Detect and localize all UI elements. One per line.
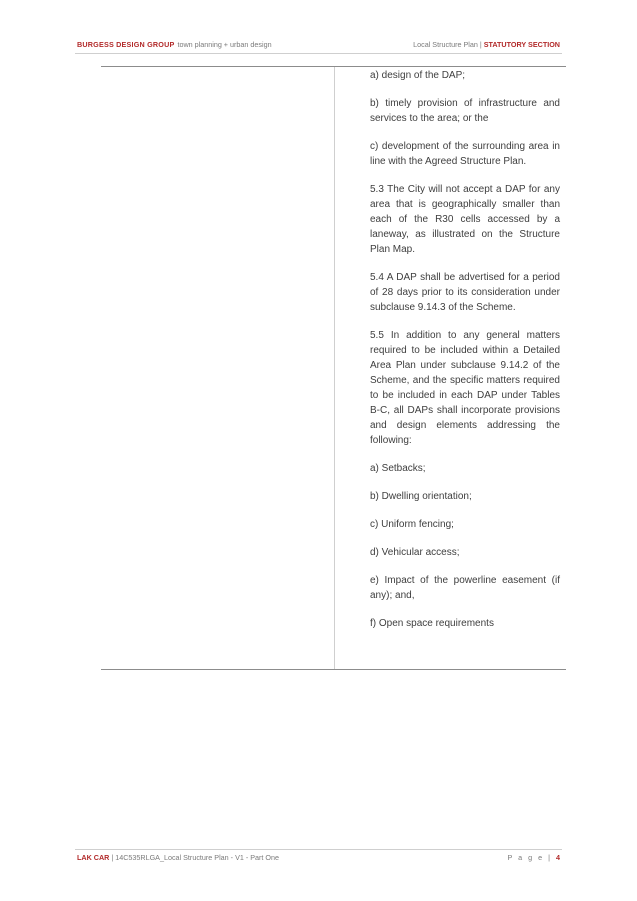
page-footer bbox=[77, 851, 560, 865]
document-title: Local Structure Plan | bbox=[413, 40, 482, 49]
header-divider bbox=[75, 53, 562, 54]
table-bottom-border bbox=[101, 669, 566, 670]
section-title: STATUTORY SECTION bbox=[483, 40, 560, 49]
company-tagline: town planning + urban design bbox=[177, 40, 272, 49]
table-right-column bbox=[370, 68, 560, 644]
list-item: e) Impact of the powerline easement (if any); and, bbox=[370, 575, 560, 601]
paragraph: 5.5 In addition to any general matters required to be included within a Detailed Area Plan under subclause 9.14.2 of the Scheme, and the specific matters required to be included in each DAP under Tables B-C, all DAPs shall incorporate provisions and design elements addressing the following: bbox=[370, 330, 560, 446]
page-number: 4 bbox=[556, 853, 560, 862]
paragraph: c) development of the surrounding area in line with the Agreed Structure Plan. bbox=[370, 141, 560, 167]
header-right bbox=[413, 38, 560, 52]
client-name: LAK CAR bbox=[77, 853, 110, 862]
page-label: P a g e | bbox=[507, 853, 552, 862]
paragraph: 5.4 A DAP shall be advertised for a period of 28 days prior to its consideration under subclause 9.14.3 of the Scheme. bbox=[370, 272, 560, 313]
company-name: BURGESS DESIGN GROUP bbox=[77, 40, 175, 49]
table-column-divider bbox=[334, 67, 335, 669]
page-indicator bbox=[507, 851, 560, 865]
footer-divider bbox=[75, 849, 562, 850]
list-item: d) Vehicular access; bbox=[370, 547, 460, 558]
paragraph: a) design of the DAP; bbox=[370, 70, 466, 81]
list-item: a) Setbacks; bbox=[370, 463, 426, 474]
list-item: f) Open space requirements bbox=[370, 618, 494, 629]
paragraph: 5.3 The City will not accept a DAP for any area that is geographically smaller than each of the R30 cells accessed by a laneway, as illustrated on the Structure Plan Map. bbox=[370, 184, 560, 255]
page-header bbox=[77, 38, 560, 52]
document-reference: | 14C535RLGA_Local Structure Plan - V1 - Part One bbox=[111, 853, 280, 862]
list-item: c) Uniform fencing; bbox=[370, 519, 454, 530]
list-item: b) Dwelling orientation; bbox=[370, 491, 472, 502]
paragraph: b) timely provision of infrastructure and services to the area; or the bbox=[370, 98, 560, 124]
